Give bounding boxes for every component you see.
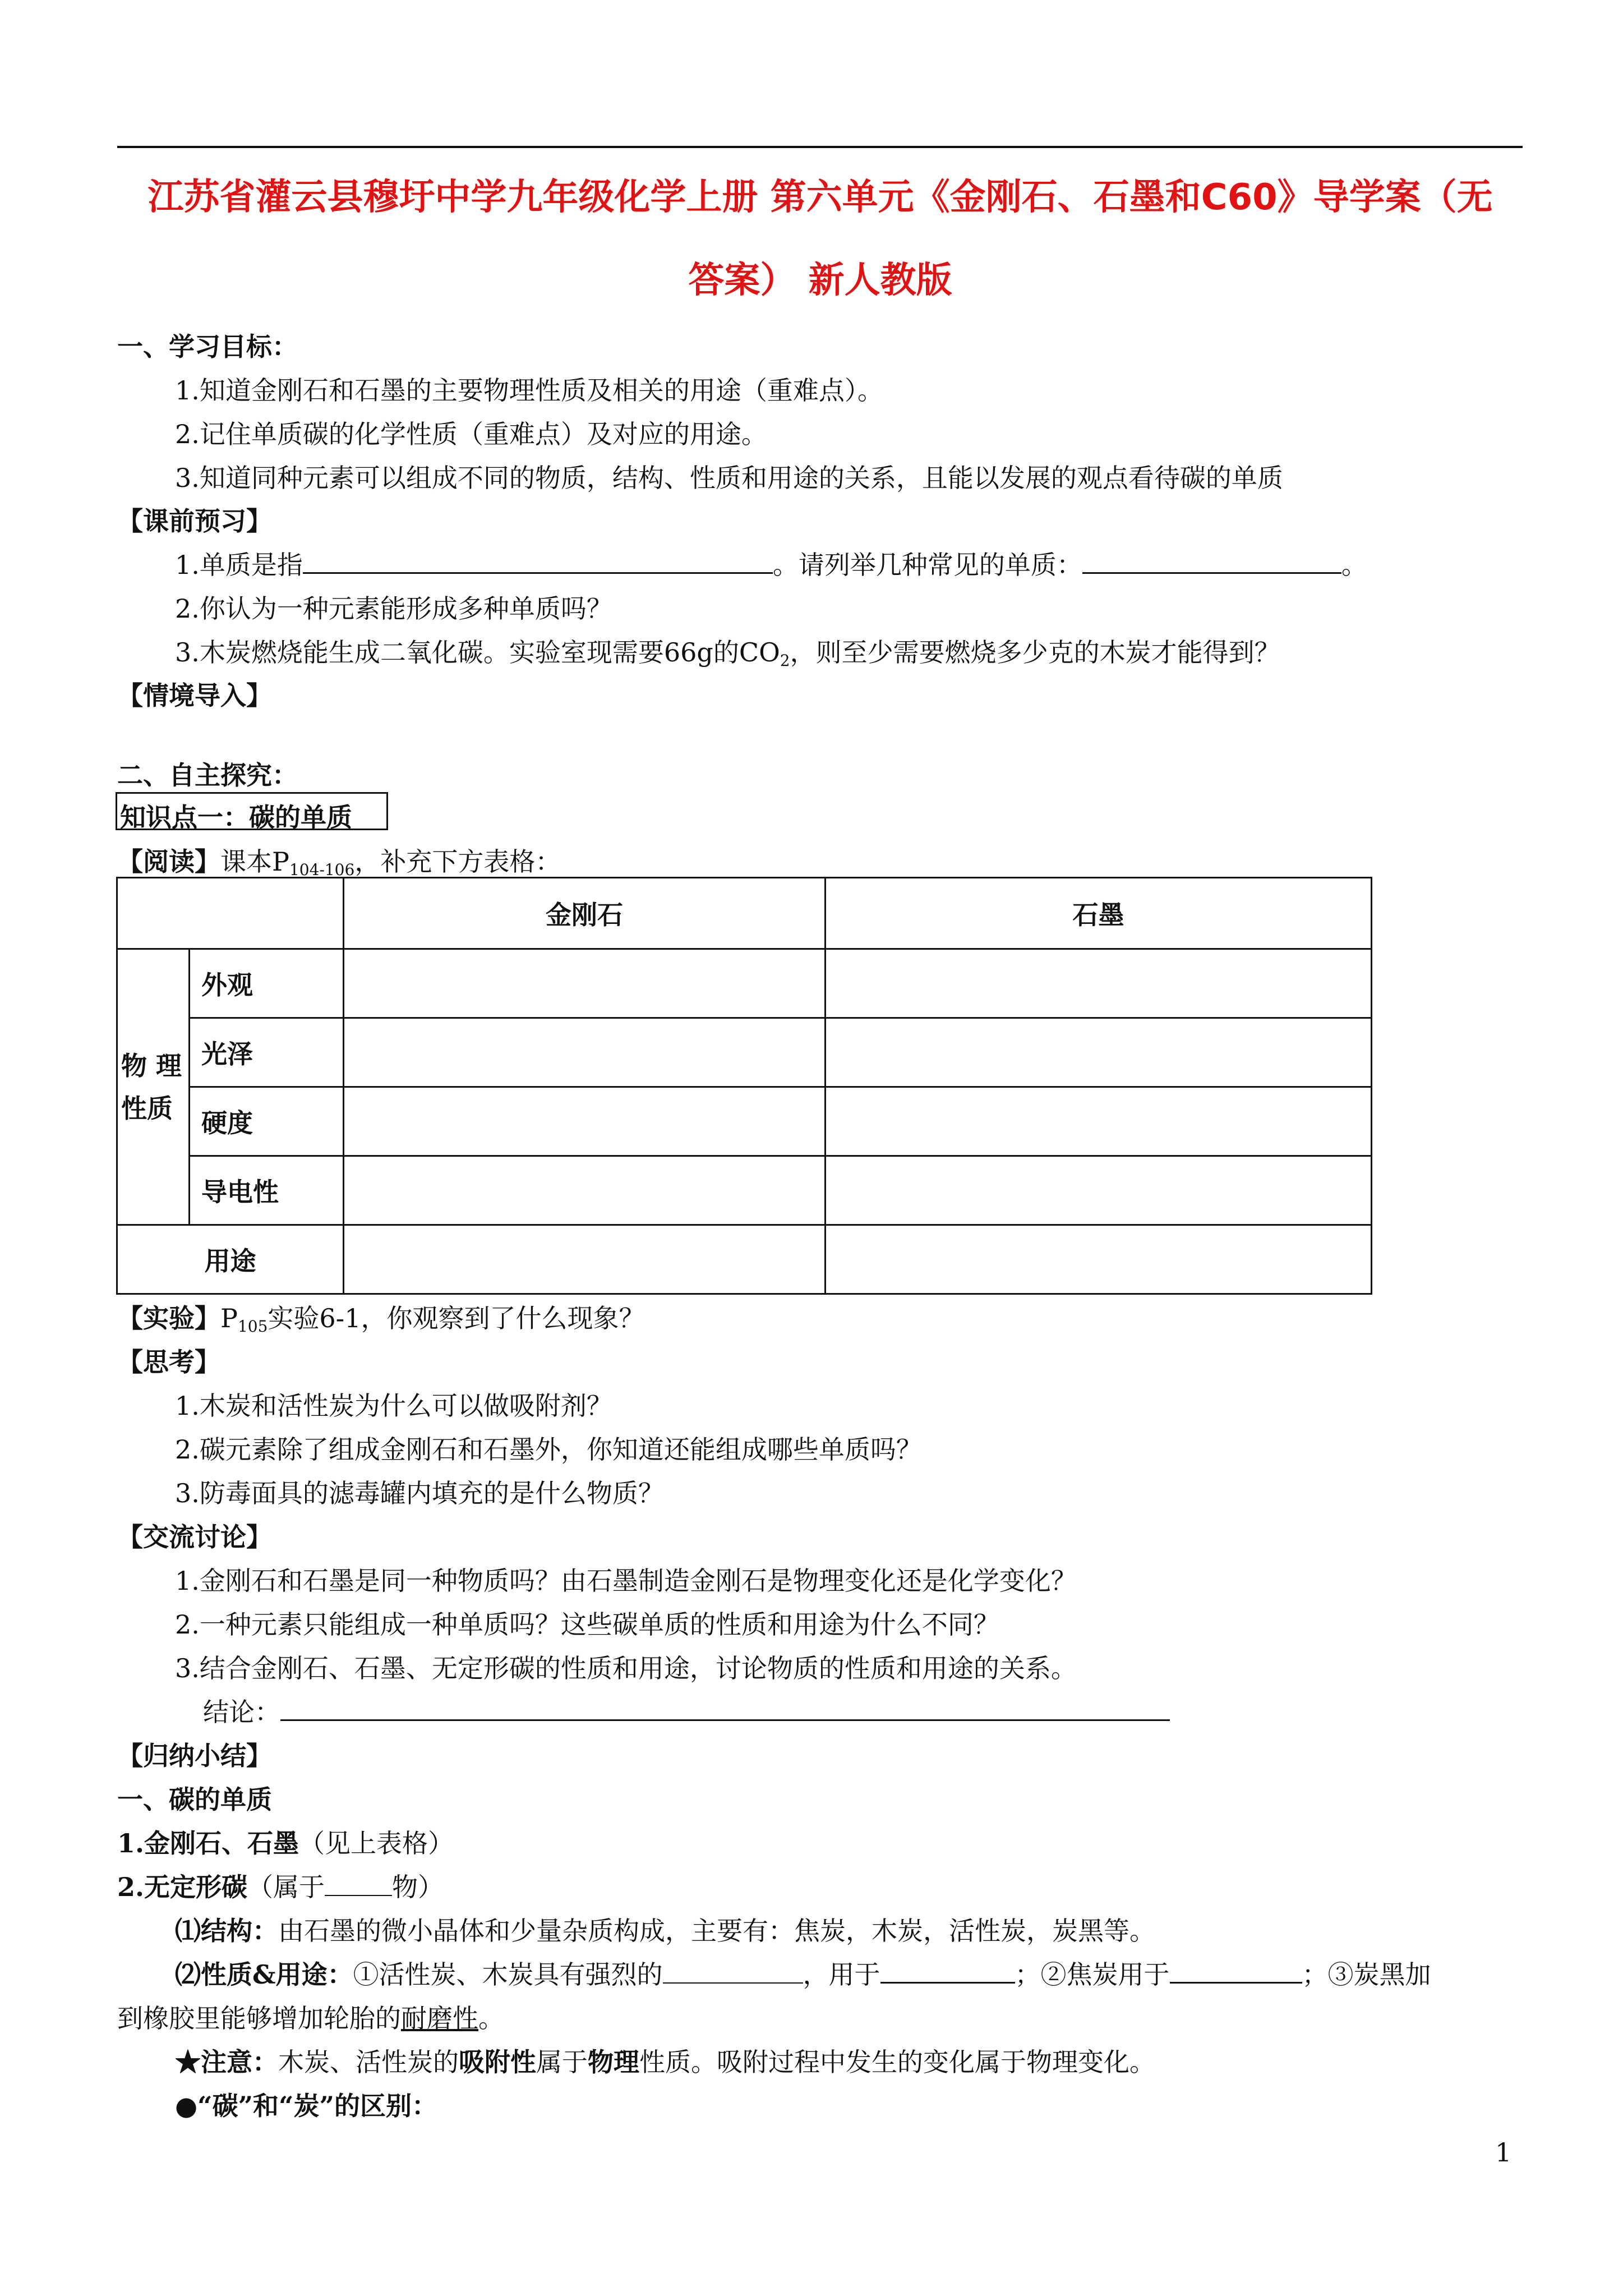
header-graphite: 石墨 [826, 878, 1372, 949]
conclusion-line: 结论： [203, 1692, 1170, 1729]
properties-table [116, 877, 1372, 1295]
goal-item-3: 3.知道同种元素可以组成不同的物质，结构、性质和用途的关系，且能以发展的观点看待碳的单质 [175, 463, 1283, 493]
row-label-conductivity: 导电性 [190, 1156, 344, 1225]
page-number: 1 [1495, 2137, 1512, 2168]
section2-heading: 二、自主探究： [117, 760, 298, 790]
answer-blank[interactable] [1082, 550, 1341, 574]
table-cell[interactable] [826, 1156, 1372, 1225]
top-rule [117, 146, 1523, 148]
preview-q3: 3.木炭燃烧能生成二氧化碳。实验室现需要66g的$CO_2$，则至少需要燃烧多少克的木炭才能得到？ [175, 637, 1280, 670]
answer-blank[interactable] [303, 550, 773, 574]
physical-properties-label: 物 理 性质 [117, 949, 190, 1225]
table-cell[interactable] [344, 1156, 826, 1225]
summary-structure: ⑴结构：由石墨的微小晶体和少量杂质构成，主要有：焦炭，木炭，活性炭，炭黑等。 [175, 1916, 1155, 1946]
table-cell[interactable] [826, 1087, 1372, 1156]
think-heading: 【思考】 [117, 1347, 220, 1377]
summary-point-2: 2.无定形碳（属于 物） [117, 1872, 444, 1902]
header-diamond: 金刚石 [344, 878, 826, 949]
discuss-item-2: 2.一种元素只能组成一种单质吗？这些碳单质的性质和用途为什么不同？ [175, 1609, 999, 1640]
knowledge-point-label: 知识点一：碳的单质 [120, 802, 352, 832]
table-cell[interactable] [826, 1018, 1372, 1087]
think-item-2: 2.碳元素除了组成金刚石和石墨外，你知道还能组成哪些单质吗？ [175, 1434, 922, 1465]
table-cell[interactable] [344, 1225, 826, 1294]
table-cell[interactable] [344, 1087, 826, 1156]
table-cell[interactable] [826, 1225, 1372, 1294]
summary-note: ★注意：木炭、活性炭的吸附性属于物理性质。吸附过程中发生的变化属于物理变化。 [175, 2047, 1155, 2077]
experiment-line: 【实验】$P_{105}$实验6-1，你观察到了什么现象？ [117, 1303, 645, 1336]
read-instruction: 【阅读】课本$P_{104-106}$，补充下方表格： [117, 846, 561, 879]
section1-heading: 一、学习目标： [117, 332, 298, 362]
table-cell[interactable] [826, 949, 1372, 1018]
summary-properties-cont: 到橡胶里能够增加轮胎的耐磨性。 [117, 2003, 504, 2033]
answer-blank[interactable] [1170, 1959, 1302, 1984]
row-label-usage: 用途 [117, 1225, 344, 1294]
row-label-hardness: 硬度 [190, 1087, 344, 1156]
table-cell[interactable] [344, 1018, 826, 1087]
summary-difference: ●“碳”和“炭”的区别： [175, 2091, 437, 2121]
answer-blank[interactable] [325, 1872, 392, 1896]
preview-q1: 1.单质是指 。请列举几种常见的单质： 。 [175, 550, 1367, 580]
discuss-heading: 【交流讨论】 [117, 1522, 272, 1552]
summary-subheading: 一、碳的单质 [117, 1784, 272, 1815]
row-label-luster: 光泽 [190, 1018, 344, 1087]
scenario-heading: 【情境导入】 [117, 680, 272, 711]
answer-blank[interactable] [280, 1697, 1170, 1721]
preview-heading: 【课前预习】 [117, 506, 272, 536]
answer-blank[interactable] [880, 1959, 1015, 1984]
document-title-line1: 江苏省灌云县穆圩中学九年级化学上册 第六单元《金刚石、石墨和C60》导学案（无 [147, 177, 1493, 218]
summary-properties: ⑵性质&用途：①活性炭、木炭具有强烈的 ，用于 ；②焦炭用于 ；③炭黑加 [175, 1959, 1431, 1990]
discuss-item-1: 1.金刚石和石墨是同一种物质吗？由石墨制造金刚石是物理变化还是化学变化？ [175, 1566, 1077, 1596]
goal-item-2: 2.记住单质碳的化学性质（重难点）及对应的用途。 [175, 419, 767, 449]
discuss-item-3: 3.结合金刚石、石墨、无定形碳的性质和用途，讨论物质的性质和用途的关系。 [175, 1653, 1077, 1683]
summary-heading: 【归纳小结】 [117, 1741, 272, 1771]
summary-point-1: 1.金刚石、石墨（见上表格） [117, 1828, 454, 1858]
table-cell[interactable] [344, 949, 826, 1018]
row-label-appearance: 外观 [190, 949, 344, 1018]
goal-item-1: 1.知道金刚石和石墨的主要物理性质及相关的用途（重难点）。 [175, 375, 883, 406]
preview-q2: 2.你认为一种元素能形成多种单质吗？ [175, 593, 612, 624]
document-title-line2: 答案） 新人教版 [688, 260, 952, 301]
think-item-3: 3.防毒面具的滤毒罐内填充的是什么物质？ [175, 1478, 664, 1508]
think-item-1: 1.木炭和活性炭为什么可以做吸附剂？ [175, 1391, 612, 1421]
answer-blank[interactable] [663, 1960, 803, 1984]
